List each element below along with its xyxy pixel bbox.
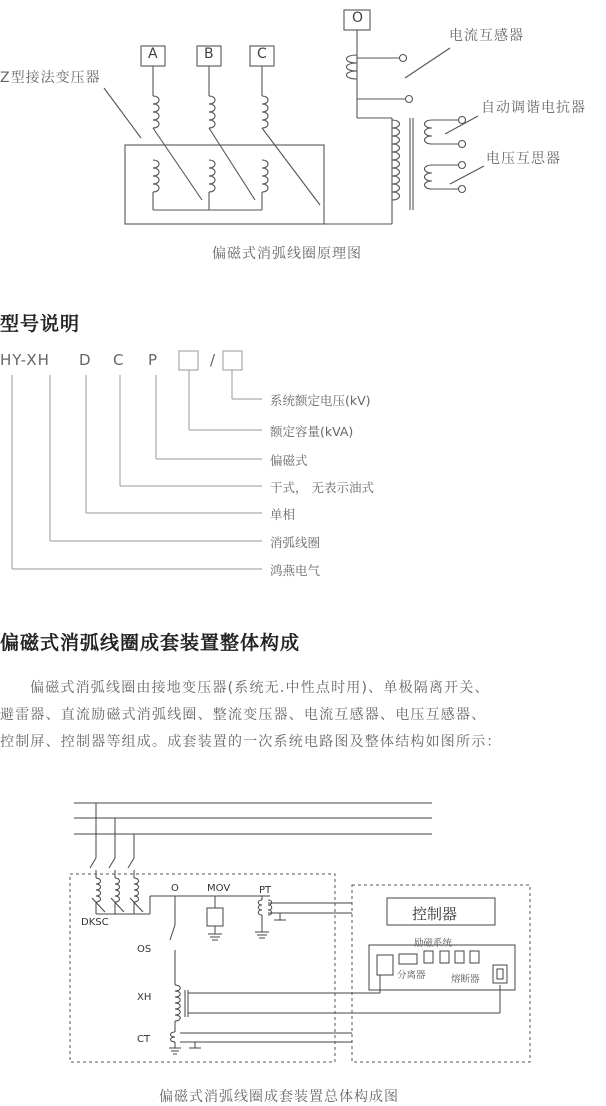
code-part-dry: C bbox=[113, 351, 125, 369]
phase-b-label: B bbox=[204, 46, 214, 62]
mov-label: MOV bbox=[207, 883, 231, 894]
model-section-title: 型号说明 bbox=[0, 313, 81, 335]
xh-label: XH bbox=[137, 992, 152, 1003]
xh-coil bbox=[175, 985, 180, 1021]
separator-label: 分离器 bbox=[397, 970, 426, 981]
legend-dry-type: 干式， 无表示油式 bbox=[270, 480, 374, 495]
legend-single-phase: 单相 bbox=[270, 507, 296, 522]
paragraph-line-3: 控制屏、控制器等组成。成套装置的一次系统电路图及整体结构如图所示： bbox=[0, 734, 502, 750]
neutral-o-label: O bbox=[352, 10, 364, 26]
code-part-slash: / bbox=[210, 351, 217, 369]
code-part-phase: D bbox=[79, 351, 92, 369]
z-transformer-label: Z型接法变压器 bbox=[0, 70, 101, 86]
excitation-system-label: 励磁系统 bbox=[414, 938, 453, 949]
legend-rated-voltage: 系统额定电压(kV) bbox=[270, 393, 371, 408]
neutral-o-label-2: O bbox=[171, 883, 179, 894]
code-part-bias: P bbox=[148, 351, 159, 369]
principle-diagram-caption: 偏磁式消弧线圈原理图 bbox=[212, 246, 362, 262]
main-enclosure bbox=[70, 874, 335, 1062]
os-label: OS bbox=[137, 944, 152, 955]
legend-arc-coil: 消弧线圈 bbox=[270, 535, 321, 550]
voltage-transformer-label: 电压互思器 bbox=[486, 151, 561, 167]
phase-c-label: C bbox=[257, 46, 267, 62]
code-part-series: HY-XH bbox=[0, 351, 50, 369]
system-diagram-caption: 偏磁式消弧线圈成套装置总体构成图 bbox=[159, 1089, 399, 1105]
legend-rated-capacity: 额定容量(kVA) bbox=[270, 424, 354, 439]
pt-label: PT bbox=[259, 885, 272, 896]
controller-label: 控制器 bbox=[412, 905, 458, 923]
composition-section-title: 偏磁式消弧线圈成套装置整体构成 bbox=[0, 632, 301, 654]
dksc-label: DKSC bbox=[81, 917, 109, 928]
phase-a-label: A bbox=[148, 46, 158, 62]
ct-label: CT bbox=[137, 1034, 151, 1045]
mov-symbol bbox=[207, 908, 223, 926]
current-transformer-label: 电流互感器 bbox=[449, 28, 524, 44]
legend-bias-type: 偏磁式 bbox=[270, 453, 308, 468]
fuse-label: 熔断器 bbox=[451, 974, 480, 985]
paragraph-line-1: 偏磁式消弧线圈由接地变压器(系统无.中性点时用)、单极隔离开关、 bbox=[30, 680, 490, 696]
legend-brand: 鸿燕电气 bbox=[270, 563, 321, 578]
paragraph-line-2: 避雷器、直流励磁式消弧线圈、整流变压器、电流互感器、电压互感器、 bbox=[0, 707, 487, 723]
auto-tuning-reactor-label: 自动调谐电抗器 bbox=[481, 100, 586, 116]
